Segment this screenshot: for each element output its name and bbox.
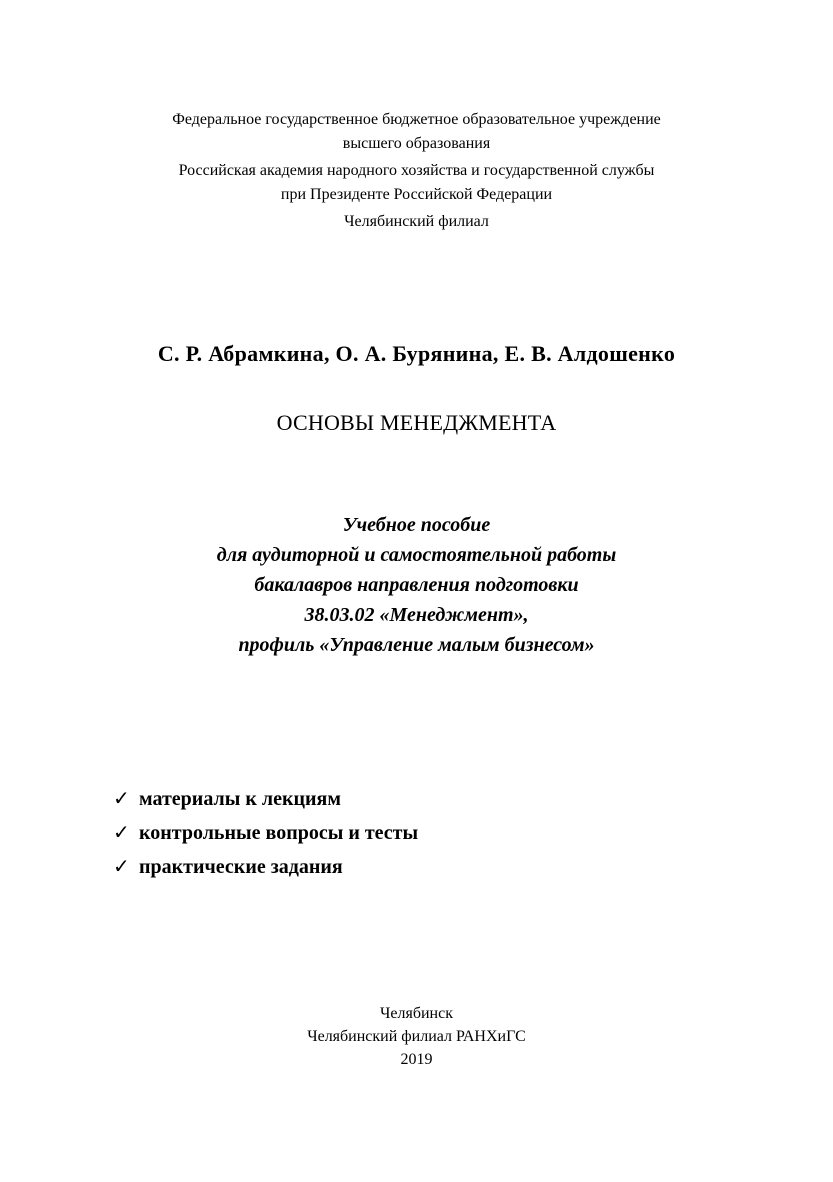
checkmark-icon: ✓ <box>113 788 130 810</box>
institution-line-1: Федеральное государственное бюджетное образовательное учреждение <box>172 111 661 128</box>
contents-checklist <box>113 782 418 884</box>
authors: С. Р. Абрамкина, О. А. Бурянина, Е. В. Алдошенко <box>157 341 676 366</box>
list-item-label: контрольные вопросы и тесты <box>139 822 419 844</box>
subtitle-line-1: Учебное пособие <box>342 514 491 536</box>
publisher-name: Челябинский филиал РАНХиГС <box>307 1028 526 1045</box>
subtitle-line-2: для аудиторной и самостоятельной работы <box>216 544 617 566</box>
publication-year: 2019 <box>400 1051 433 1068</box>
institution-line-2: высшего образования <box>342 135 491 152</box>
checkmark-icon: ✓ <box>113 856 130 878</box>
list-item <box>113 816 418 850</box>
publication-footer <box>0 1002 833 1071</box>
subtitle-line-5: профиль «Управление малым бизнесом» <box>238 634 595 656</box>
list-item <box>113 850 418 884</box>
academy-line-1: Российская академия народного хозяйства и государственной службы <box>178 162 655 179</box>
list-item <box>113 782 418 816</box>
list-item-label: материалы к лекциям <box>139 788 341 810</box>
academy-line-2: при Президенте Российской Федерации <box>280 186 553 203</box>
checkmark-icon: ✓ <box>113 822 130 844</box>
subtitle-line-3: бакалавров направления подготовки <box>254 574 579 596</box>
book-title: ОСНОВЫ МЕНЕДЖМЕНТА <box>276 410 557 435</box>
branch-name: Челябинский филиал <box>344 213 489 230</box>
subtitle-line-4: 38.03.02 «Менеджмент», <box>304 604 529 626</box>
institution-header <box>0 108 833 234</box>
list-item-label: практические задания <box>139 856 343 878</box>
publication-city: Челябинск <box>380 1005 453 1022</box>
book-subtitle <box>0 510 833 660</box>
